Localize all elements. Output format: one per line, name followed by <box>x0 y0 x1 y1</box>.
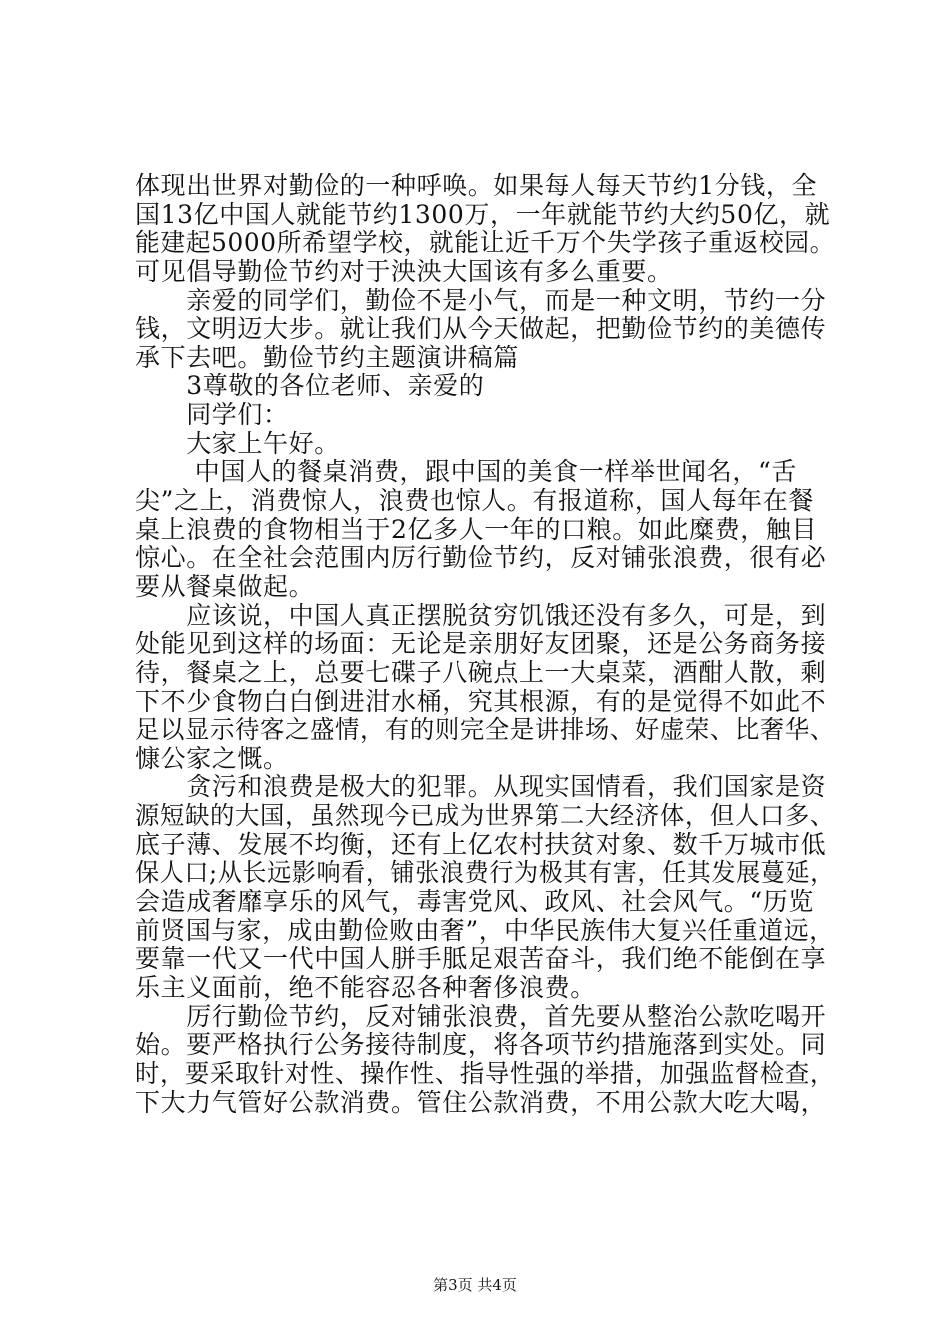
text-line: 同学们： <box>135 400 289 430</box>
text-line: 下不少食物白白倒进泔水桶，究其根源，有的是觉得不如此不 <box>135 686 827 716</box>
text-line: 时，要采取针对性、操作性、指导性强的举措，加强监督检查， <box>135 1058 835 1088</box>
text-line: 足以显示待客之盛情，有的则完全是讲排场、好虚荣、比奢华、 <box>135 715 835 745</box>
text-line: 处能见到这样的场面：无论是亲朋好友团聚，还是公务商务接 <box>135 629 827 659</box>
text-line: 源短缺的大国，虽然现今已成为世界第二大经济体，但人口多、 <box>135 801 835 831</box>
text-line: 始。要严格执行公务接待制度，将各项节约措施落到实处。同 <box>135 1030 827 1060</box>
text-line: 待，餐桌之上，总要七碟子八碗点上一大桌菜，酒酣人散，剩 <box>135 657 827 687</box>
text-line: 体现出世界对勤俭的一种呼唤。如果每人每天节约1分钱，全 <box>135 171 818 200</box>
text-line: 尖”之上，消费惊人，浪费也惊人。有报道称，国人每年在餐 <box>135 486 814 516</box>
text-line: 可见倡导勤俭节约对于泱泱大国该有多么重要。 <box>135 256 673 286</box>
text-line: 前贤国与家，成由勤俭败由奢”，中华民族伟大复兴任重道远， <box>135 915 835 945</box>
page-footer: 第3页 共4页 <box>433 1276 517 1294</box>
text-line: 底子薄、发展不均衡，还有上亿农村扶贫对象、数千万城市低 <box>135 829 827 859</box>
text-line: 要从餐桌做起。 <box>135 571 315 601</box>
text-line: 大家上午好。 <box>135 428 340 458</box>
text-line: 贪污和浪费是极大的犯罪。从现实国情看，我们国家是资 <box>135 772 827 802</box>
text-line: 能建起5000所希望学校，就能让近千万个失学孩子重返校园。 <box>135 228 836 258</box>
body-text <box>135 172 835 1117</box>
text-line: 3尊敬的各位老师、亲爱的 <box>135 371 485 401</box>
text-line: 慷公家之慨。 <box>135 743 289 773</box>
text-line: 国13亿中国人就能节约1300万，一年就能节约大约50亿，就 <box>135 199 831 229</box>
text-line: 应该说，中国人真正摆脱贫穷饥饿还没有多久，可是，到 <box>135 600 827 630</box>
text-line: 会造成奢靡享乐的风气，毒害党风、政风、社会风气。“历览 <box>135 887 814 917</box>
text-line: 乐主义面前，绝不能容忍各种奢侈浪费。 <box>135 972 596 1002</box>
text-line: 下大力气管好公款消费。管住公款消费，不用公款大吃大喝， <box>135 1087 827 1117</box>
text-line: 亲爱的同学们，勤俭不是小气，而是一种文明，节约一分 <box>135 285 827 315</box>
text-line: 中国人的餐桌消费，跟中国的美食一样举世闻名，“舌 <box>135 457 797 487</box>
text-line: 承下去吧。勤俭节约主题演讲稿篇 <box>135 342 520 372</box>
text-line: 桌上浪费的食物相当于2亿多人一年的口粮。如此糜费，触目 <box>135 514 818 544</box>
text-line: 钱，文明迈大步。就让我们从今天做起，把勤俭节约的美德传 <box>135 314 827 344</box>
text-line: 要靠一代又一代中国人胼手胝足艰苦奋斗，我们绝不能倒在享 <box>135 944 827 974</box>
text-line: 厉行勤俭节约，反对铺张浪费，首先要从整治公款吃喝开 <box>135 1001 827 1031</box>
text-line: 惊心。在全社会范围内厉行勤俭节约，反对铺张浪费，很有必 <box>135 543 827 573</box>
text-line: 保人口;从长远影响看，铺张浪费行为极其有害，任其发展蔓延， <box>135 858 835 888</box>
